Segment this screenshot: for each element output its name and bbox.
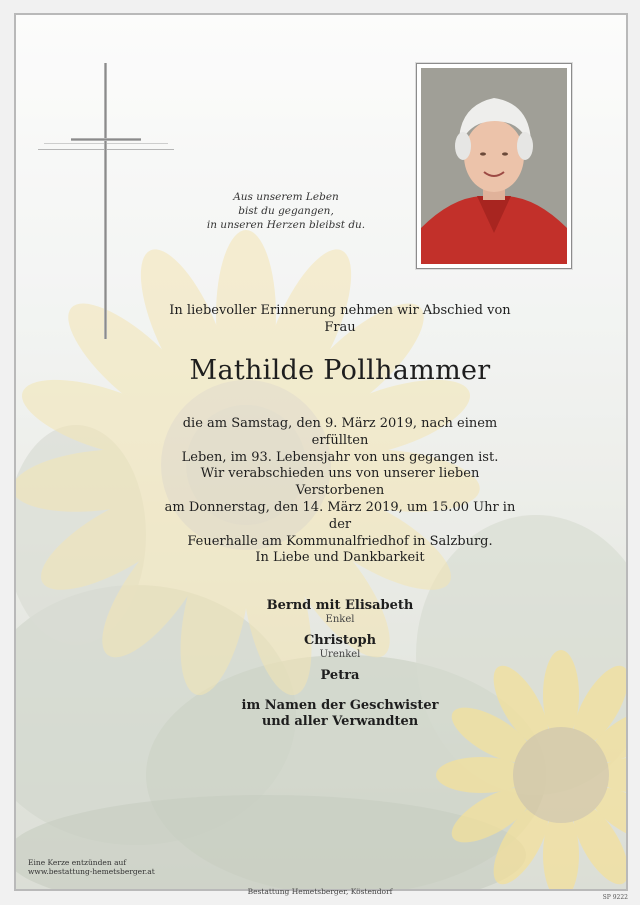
farewell-line: Wir verabschieden uns von unserer lieben Verstorbenen — [200, 466, 480, 498]
mourner-name: Bernd mit Elisabeth — [266, 598, 414, 613]
obituary-card — [14, 13, 628, 891]
mourner-relation: Urenkel — [319, 649, 361, 660]
farewell-notice — [156, 465, 524, 550]
quote-line: Aus unserem Leben — [233, 191, 339, 203]
death-notice-line: die am Samstag, den 9. März 2019, nach einem erfüllten — [182, 416, 498, 448]
candle-note — [28, 858, 155, 876]
quote-line: bist du gegangen, — [238, 205, 334, 217]
mourners-extra-line: im Namen der Geschwister — [241, 698, 439, 713]
portrait-photo — [421, 68, 567, 264]
mourner-name: Christoph — [303, 633, 377, 648]
portrait-frame — [416, 63, 572, 269]
candle-note-line: Eine Kerze entzünden auf — [28, 858, 127, 867]
mourner-name: Petra — [320, 668, 360, 683]
footer-funeral-home: Bestattung Hemetsberger, Köstendorf — [247, 887, 393, 896]
farewell-line: am Donnerstag, den 14. März 2019, um 15.00 Uhr in der — [164, 500, 516, 532]
death-notice-line: Leben, im 93. Lebensjahr von uns gegangen ist. — [181, 450, 499, 465]
intro-line: Frau — [324, 320, 356, 335]
closing-text: In Liebe und Dankbarkeit — [255, 550, 425, 565]
farewell-line: Feuerhalle am Kommunalfriedhof in Salzburg. — [187, 534, 493, 549]
cross-icon — [104, 63, 107, 339]
death-notice — [156, 415, 524, 466]
deceased-name: Mathilde Pollhammer — [189, 355, 491, 386]
memorial-quote — [196, 190, 376, 232]
mourner-relation: Enkel — [325, 614, 355, 625]
candle-note-link[interactable]: www.bestattung-hemetsberger.at — [28, 867, 155, 876]
quote-line: in unseren Herzen bleibst du. — [206, 219, 366, 231]
mourners-extra-line: und aller Verwandten — [261, 714, 419, 729]
cross-icon-bar — [71, 138, 141, 141]
intro-text — [156, 302, 524, 336]
template-code: SP 9222 — [602, 894, 628, 901]
intro-line: In liebevoller Erinnerung nehmen wir Abschied von — [169, 303, 511, 318]
mourners-list — [156, 598, 524, 730]
